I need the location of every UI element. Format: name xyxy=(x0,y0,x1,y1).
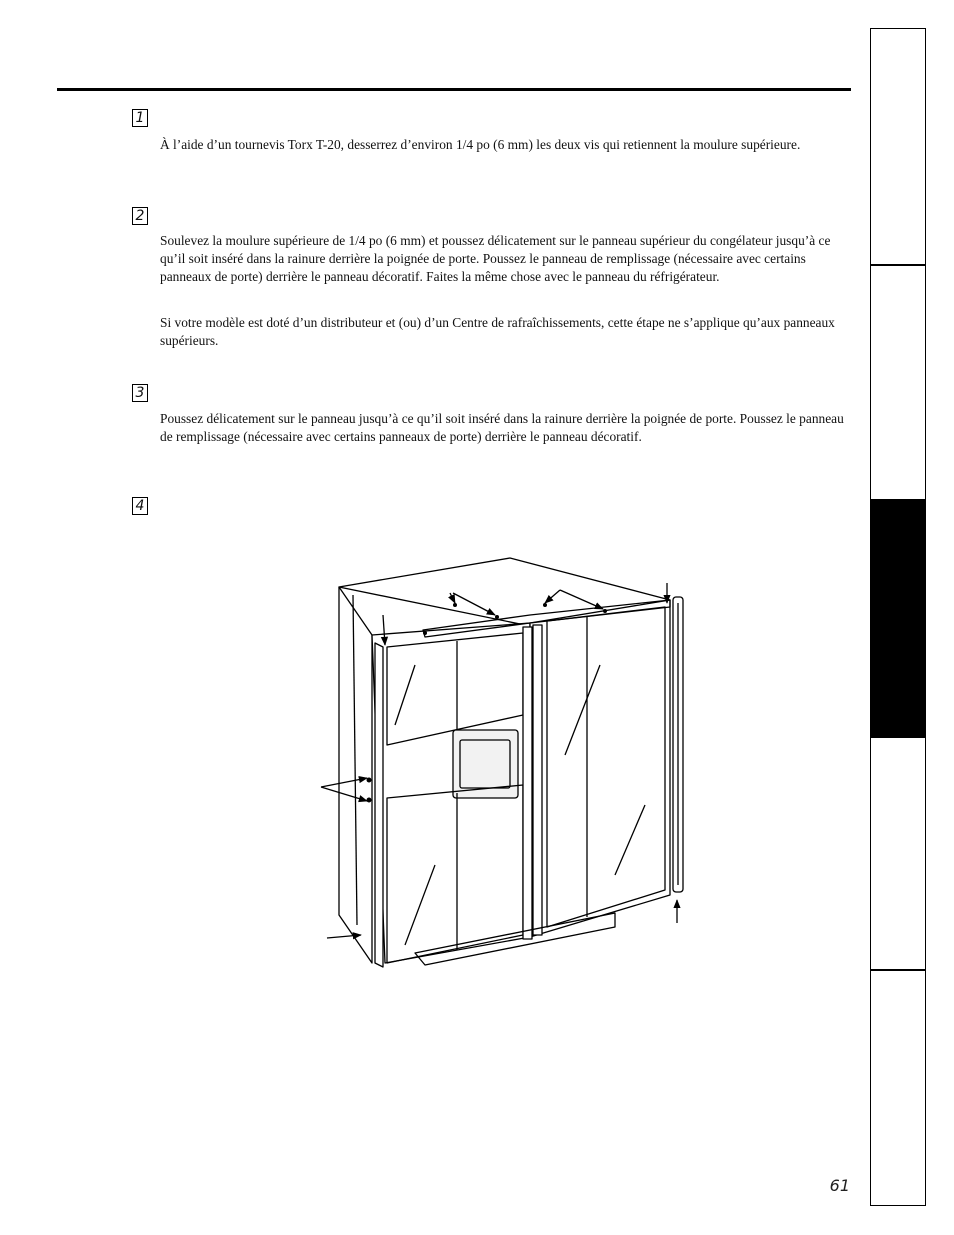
step-3-text: Poussez délicatement sur le panneau jusqu’à ce qu’il soit inséré dans la rainure derrière la poignée de porte. Poussez le panneau de remplissage (nécessaire avec certains panneaux de porte) derrière le panneau décoratif. xyxy=(160,411,844,444)
step-1-text: À l’aide d’un tournevis Torx T-20, desserrez d’environ 1/4 po (6 mm) les deux vis qui retiennent la moulure supérieure. xyxy=(160,137,801,152)
step-2-number: 2 xyxy=(132,207,148,225)
step-1-number: 1 xyxy=(132,109,148,127)
section-tab-3-active xyxy=(871,499,925,736)
step-2-note: Si votre modèle est doté d’un distributeur et (ou) d’un Centre de rafraîchissements, cette étape ne s’applique qu’aux panneaux supérieurs. xyxy=(160,315,835,348)
section-tab-5 xyxy=(871,969,925,1205)
section-tab-1 xyxy=(871,29,925,264)
section-tab-2 xyxy=(871,264,925,499)
step-2-text: Soulevez la moulure supérieure de 1/4 po (6 mm) et poussez délicatement sur le panneau supérieur du congélateur jusqu’à ce qu’il soit inséré dans la rainure derrière la poignée de porte. Poussez le panneau de remplissage (nécessaire avec certains panneaux de porte) derrière le panneau décoratif. Faites la même chose avec le panneau du réfrigérateur. xyxy=(160,233,831,284)
top-rule xyxy=(57,88,851,91)
page-number: 61 xyxy=(829,1176,850,1195)
section-tab-4 xyxy=(871,736,925,971)
step-3-number: 3 xyxy=(132,384,148,402)
section-tabs xyxy=(870,28,926,1206)
refrigerator-panel-installation-illustration xyxy=(315,555,695,975)
step-4-number: 4 xyxy=(132,497,148,515)
